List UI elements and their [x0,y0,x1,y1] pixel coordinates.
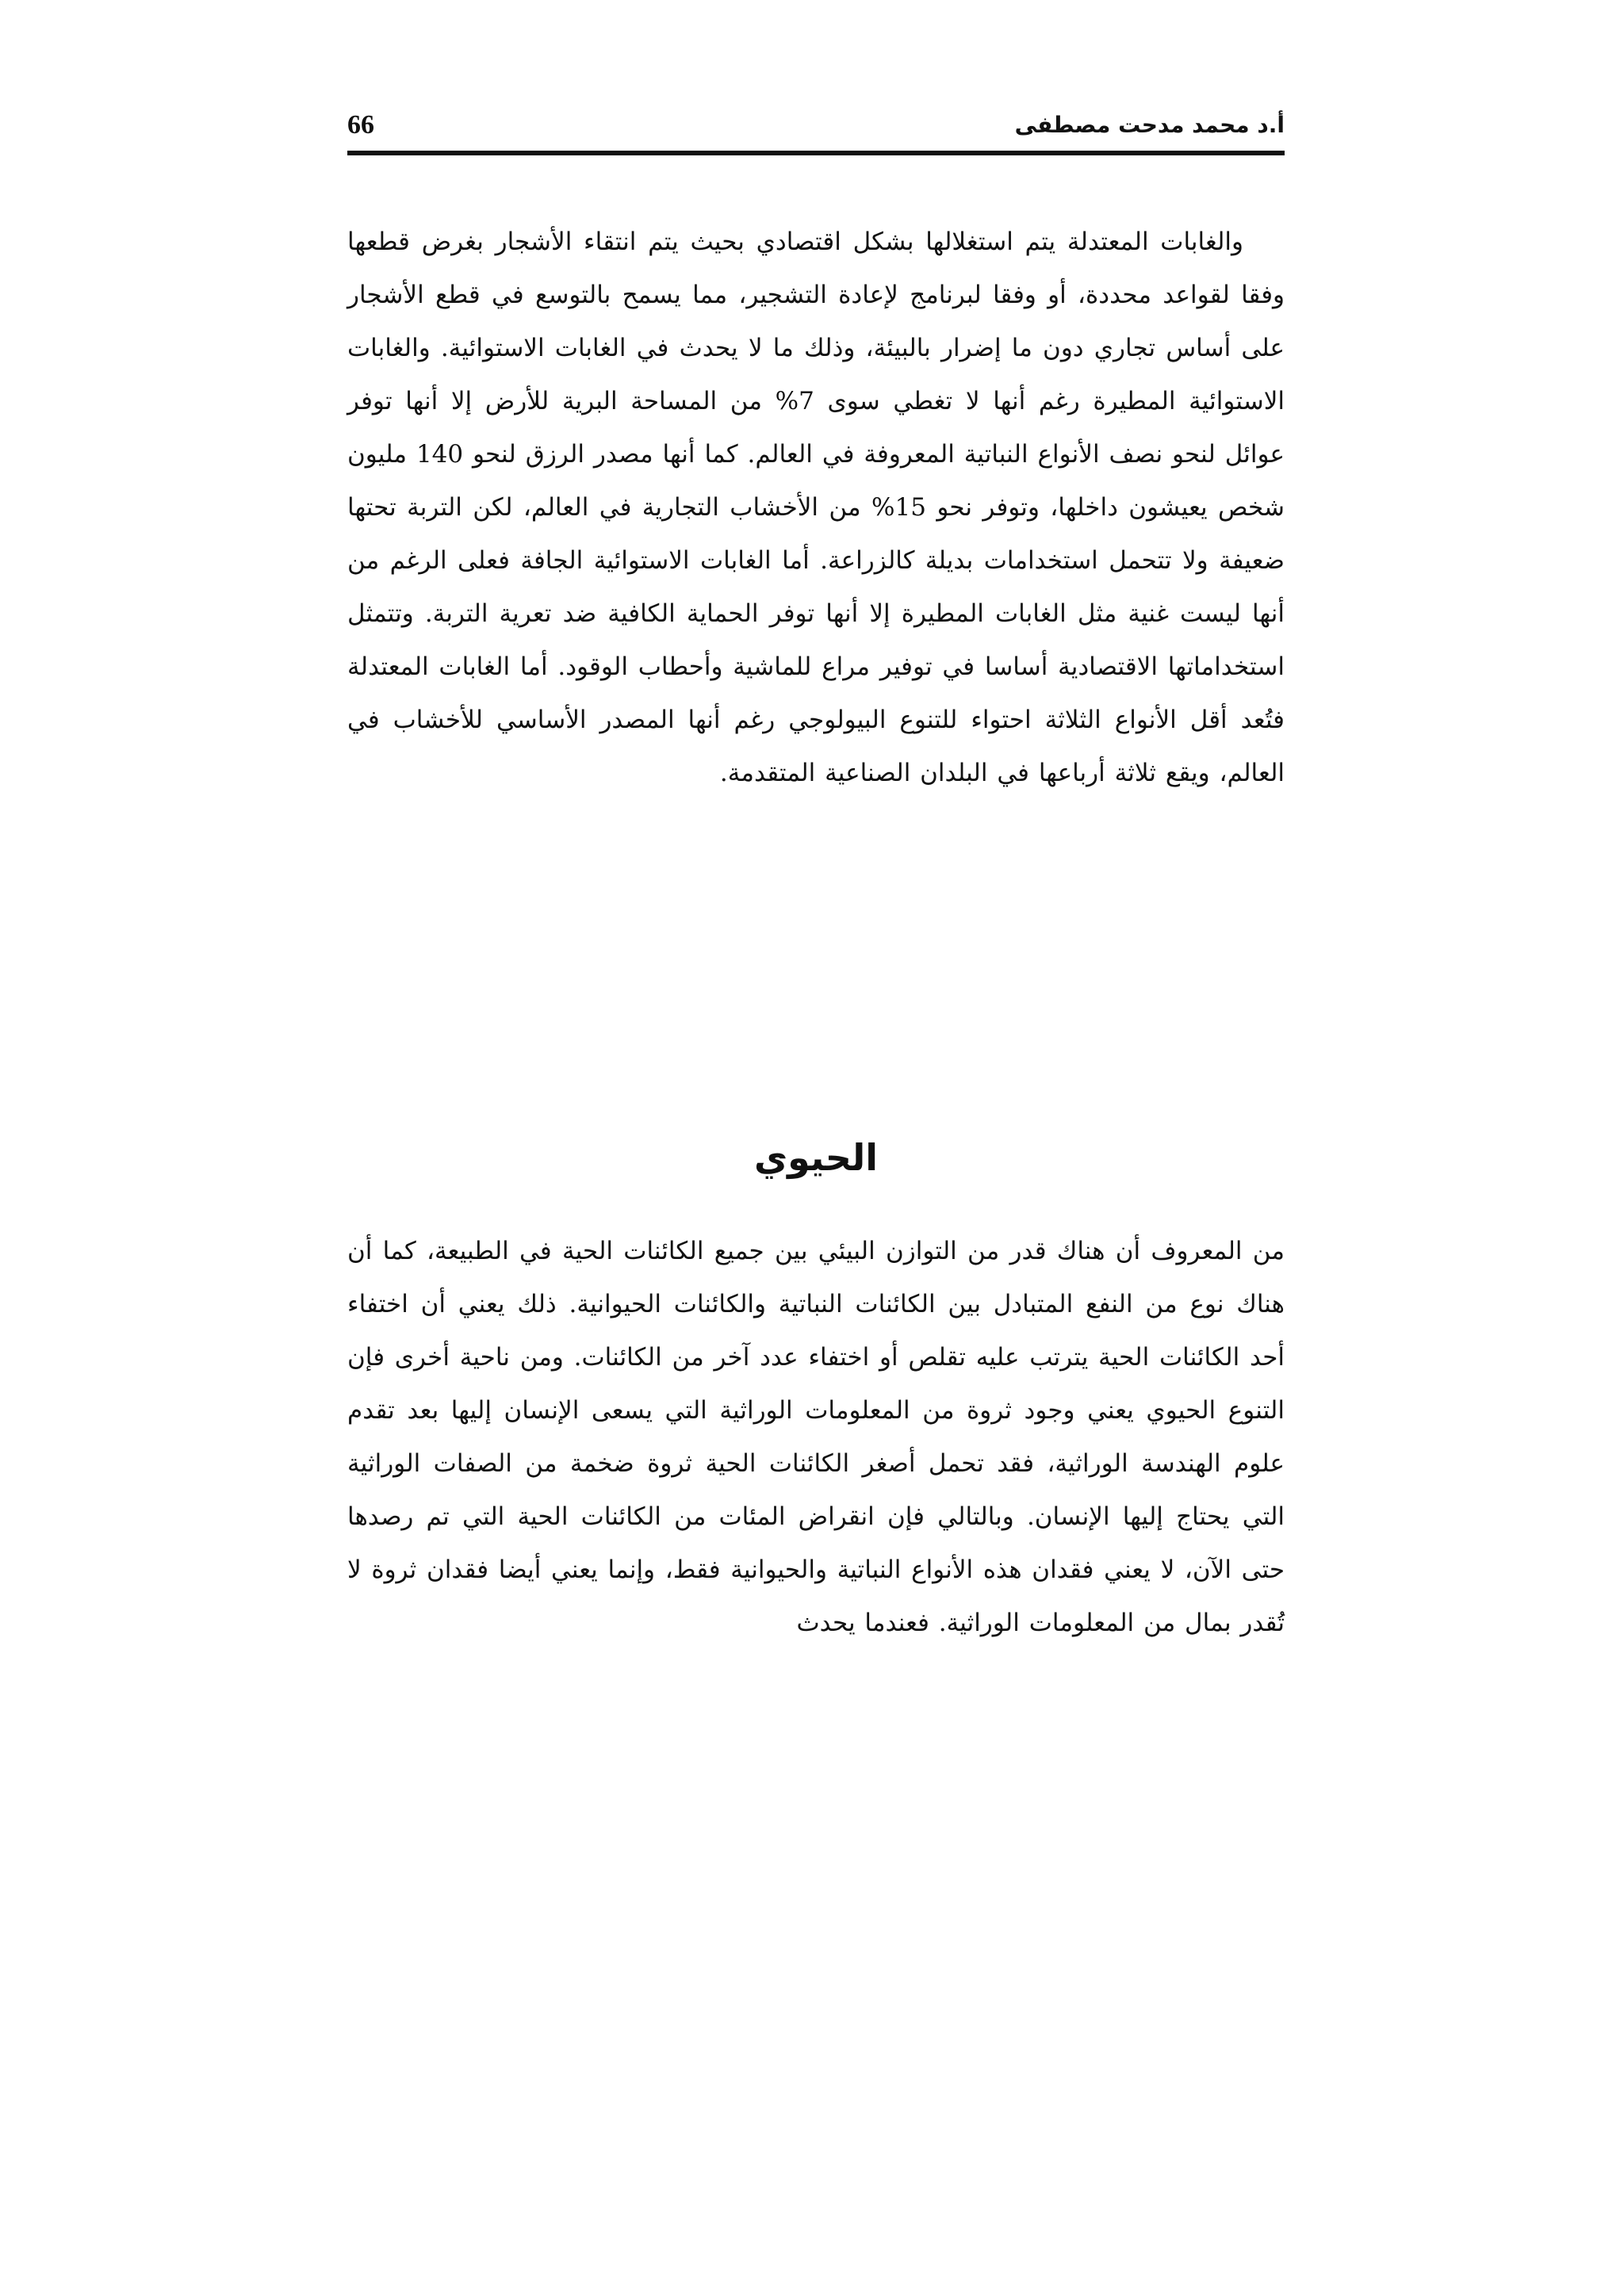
body-paragraph-2: من المعروف أن هناك قدر من التوازن البيئي بين جميع الكائنات الحية في الطبيعة، كما أن هناك نوع من النفع المتبادل بين الكائنات النباتية والكائنات الحيوانية. ذلك يعني أن اختفاء أحد الكائنات الحية يترتب عليه تقلص أو اختفاء عدد آخر من الكائنات. ومن ناحية أخرى فإن التنوع الحيوي يعني وجود ثروة من المعلومات الوراثية التي يسعى الإنسان إليها بعد تقدم علوم الهندسة الوراثية، فقد تحمل أصغر الكائنات الحية ثروة ضخمة من الصفات الوراثية التي يحتاج إليها الإنسان. وبالتالي فإن انقراض المئات من الكائنات الحية التي تم رصدها حتى الآن، لا يعني فقدان هذه الأنواع النباتية والحيوانية فقط، وإنما يعني أيضا فقدان ثروة لا تُقدر بمال من المعلومات الوراثية. فعندما يحدث [347,1237,1285,1637]
section-heading: الحيوي [754,1136,878,1179]
header-rule [347,151,1285,155]
page-number: 66 [347,110,374,140]
running-head-author: أ.د محمد مدحت مصطفى [1014,112,1285,138]
page-header [347,103,1285,147]
body-paragraph-1: والغابات المعتدلة يتم استغلالها بشكل اقتصادي بحيث يتم انتقاء الأشجار بغرض قطعها وفقا لقواعد محددة، أو وفقا لبرنامج لإعادة التشجير، مما يسمح بالتوسع في قطع الأشجار على أساس تجاري دون ما إضرار بالبيئة، وذلك ما لا يحدث في الغابات الاستوائية. والغابات الاستوائية المطيرة رغم أنها لا تغطي سوى 7% من المساحة البرية للأرض إلا أنها توفر عوائل لنحو نصف الأنواع النباتية المعروفة في العالم. كما أنها مصدر الرزق لنحو 140 مليون شخص يعيشون داخلها، وتوفر نحو 15% من الأخشاب التجارية في العالم، لكن التربة تحتها ضعيفة ولا تتحمل استخدامات بديلة كالزراعة. أما الغابات الاستوائية الجافة فعلى الرغم من أنها ليست غنية مثل الغابات المطيرة إلا أنها توفر الحماية الكافية ضد تعرية التربة. وتتمثل استخداماتها الاقتصادية أساسا في توفير مراع للماشية وأحطاب الوقود. أما الغابات المعتدلة فتُعد أقل الأنواع الثلاثة احتواء للتنوع البيولوجي رغم أنها المصدر الأساسي للأخشاب في العالم، ويقع ثلاثة أرباعها في البلدان الصناعية المتقدمة. [347,228,1285,787]
